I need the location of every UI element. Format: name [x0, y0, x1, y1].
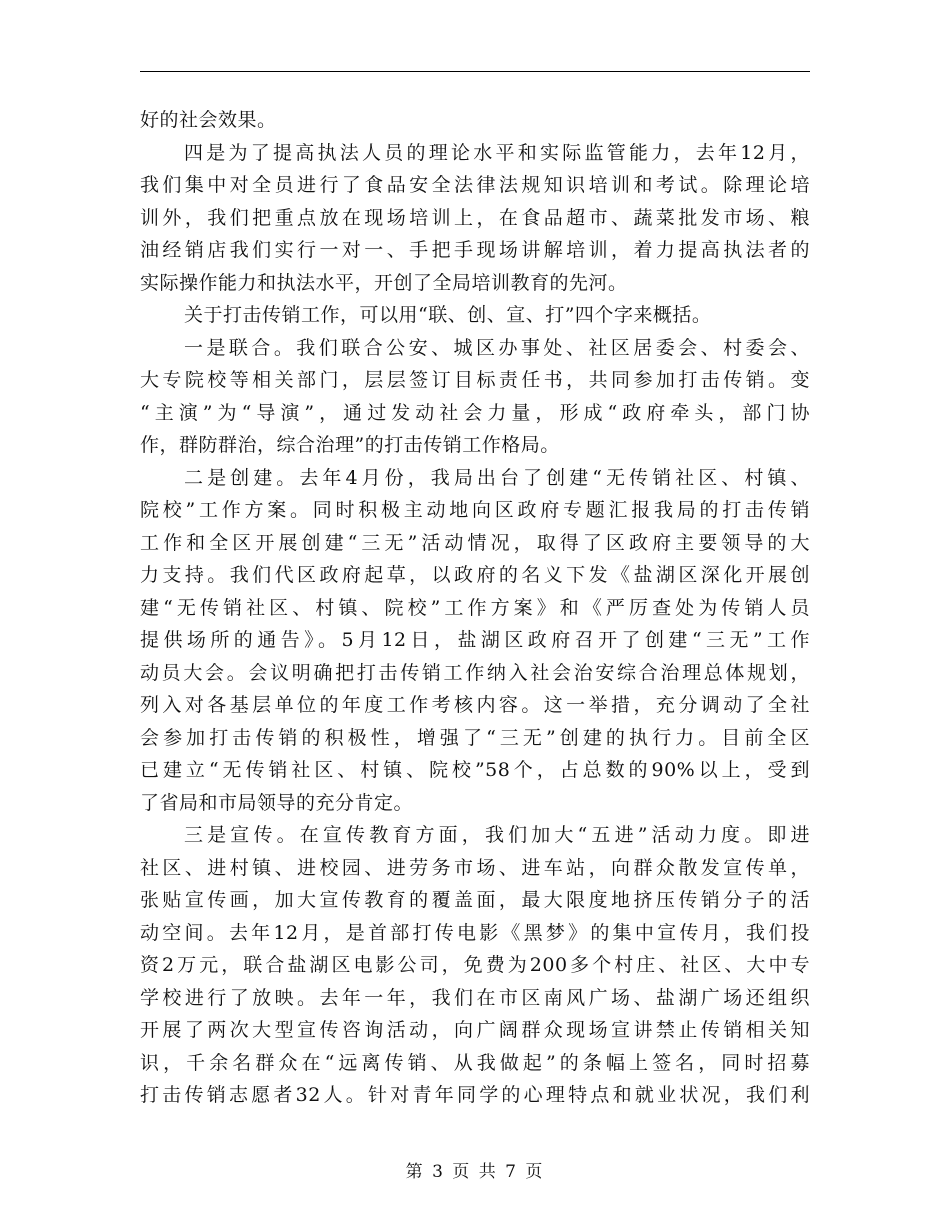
text-line: 好的社会效果。: [140, 109, 277, 131]
text-line: 学校进行了放映。去年一年，我们在市区南风广场、盐湖广场还组织: [140, 986, 810, 1009]
text-line: 动空间。去年12月，是首部打传电影《黑梦》的集中宣传月，我们投: [140, 921, 810, 944]
text-line: 作，群防群治，综合治理”的打击传销工作格局。: [140, 434, 560, 456]
text-line: “主演”为“导演”，通过发动社会力量，形成“政府牵头，部门协: [140, 401, 810, 424]
page-footer: 第 3 页 共 7 页: [405, 1162, 545, 1182]
text-line: 二是创建。去年4月份，我局出台了创建“无传销社区、村镇、: [184, 466, 810, 489]
text-line: 建“无传销社区、村镇、院校”工作方案》和《严厉查处为传销人员: [140, 596, 810, 619]
text-line: 院校”工作方案。同时积极主动地向区政府专题汇报我局的打击传销: [140, 499, 810, 521]
text-line: 开展了两次大型宣传咨询活动，向广阔群众现场宣讲禁止传销相关知: [140, 1019, 810, 1041]
text-line: 油经销店我们实行一对一、手把手现场讲解培训，着力提高执法者的: [140, 239, 810, 261]
document-body: [140, 104, 810, 1112]
text-line: 关于打击传销工作，可以用“联、创、宣、打”四个字来概括。: [184, 304, 712, 326]
text-line: 打击传销志愿者32人。针对青年同学的心理特点和就业状况，我们利: [140, 1084, 810, 1106]
text-line: 列入对各基层单位的年度工作考核内容。这一举措，充分调动了全社: [140, 694, 810, 716]
text-line: 大专院校等相关部门，层层签订目标责任书，共同参加打击传销。变: [140, 369, 810, 391]
text-line: 了省局和市局领导的充分肯定。: [140, 791, 414, 814]
text-line: 训外，我们把重点放在现场培训上，在食品超市、蔬菜批发市场、粮: [140, 206, 810, 229]
header-rule: [140, 71, 810, 72]
text-line: 实际操作能力和执法水平，开创了全局培训教育的先河。: [140, 271, 628, 294]
text-line: 一是联合。我们联合公安、城区办事处、社区居委会、村委会、: [184, 336, 810, 359]
text-line: 会参加打击传销的积极性，增强了“三无”创建的执行力。目前全区: [140, 726, 810, 749]
text-line: 工作和全区开展创建“三无”活动情况，取得了区政府主要领导的大: [140, 531, 810, 554]
text-line: 识，千余名群众在“远离传销、从我做起”的条幅上签名，同时招募: [140, 1051, 810, 1074]
text-line: 三是宣传。在宣传教育方面，我们加大“五进”活动力度。即进: [184, 824, 810, 846]
text-line: 资2万元，联合盐湖区电影公司，免费为200多个村庄、社区、大中专: [140, 954, 810, 976]
text-line: 社区、进村镇、进校园、进劳务市场、进车站，向群众散发宣传单，: [140, 856, 810, 879]
text-line: 提供场所的通告》。5月12日，盐湖区政府召开了创建“三无”工作: [140, 629, 810, 651]
text-line: 已建立“无传销社区、村镇、院校”58个，占总数的90%以上，受到: [140, 759, 810, 781]
text-line: 力支持。我们代区政府起草，以政府的名义下发《盐湖区深化开展创: [140, 564, 810, 586]
text-line: 我们集中对全员进行了食品安全法律法规知识培训和考试。除理论培: [140, 174, 810, 196]
text-line: 张贴宣传画，加大宣传教育的覆盖面，最大限度地挤压传销分子的活: [140, 889, 810, 911]
text-line: 动员大会。会议明确把打击传销工作纳入社会治安综合治理总体规划，: [140, 661, 810, 684]
text-line: 四是为了提高执法人员的理论水平和实际监管能力，去年12月，: [184, 141, 810, 164]
